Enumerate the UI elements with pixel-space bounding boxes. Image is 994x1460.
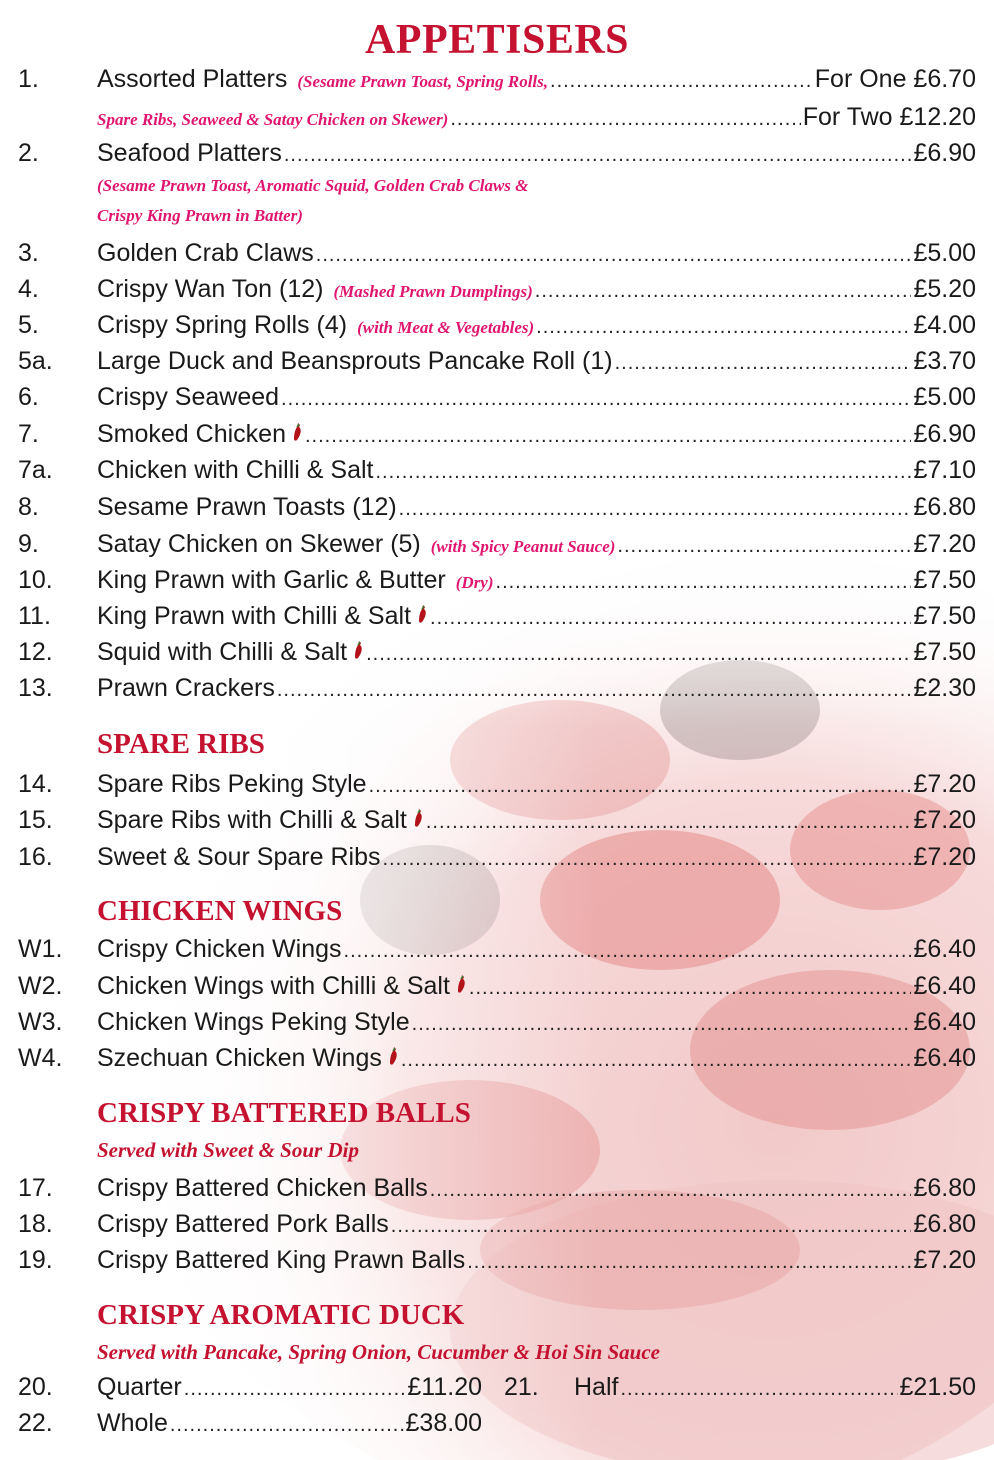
chili-icon [291, 417, 303, 437]
dot-leader [344, 934, 912, 968]
page-title: APPETISERS [364, 17, 630, 63]
item-price: £6.40 [913, 935, 976, 963]
chili-icon [352, 635, 364, 655]
section-heading: CRISPY BATTERED BALLS [97, 1097, 471, 1129]
item-price: £7.20 [913, 770, 976, 798]
menu-item-row [18, 1207, 976, 1241]
item-name: Crispy Battered King Prawn Balls [97, 1246, 466, 1274]
item-price: £2.30 [913, 674, 976, 702]
section-heading: CRISPY AROMATIC DUCK [97, 1299, 465, 1331]
item-price: £4.00 [913, 311, 976, 339]
menu-item-row [18, 840, 976, 874]
item-note: (Mashed Prawn Dumplings) [333, 282, 533, 301]
item-price: £7.20 [913, 806, 976, 834]
item-name: Chicken Wings with Chilli & Salt [97, 972, 450, 1000]
item-name: Assorted Platters [97, 65, 288, 93]
item-name: Sweet & Sour Spare Ribs [97, 843, 381, 871]
menu-item-row [18, 100, 976, 134]
item-price: £7.50 [913, 566, 976, 594]
menu-item-row [18, 490, 976, 524]
chili-icon [455, 969, 467, 989]
item-price: £7.50 [913, 638, 976, 666]
item-name: Crispy Battered Chicken Balls [97, 1174, 428, 1202]
item-price: For Two £12.20 [802, 103, 976, 131]
item-price: £6.40 [913, 1044, 976, 1072]
item-number: 7. [18, 420, 39, 448]
item-name: Chicken with Chilli & Salt [97, 456, 374, 484]
item-name: Szechuan Chicken Wings [97, 1044, 382, 1072]
item-name: Sesame Prawn Toasts (12) [97, 493, 397, 521]
dot-leader [426, 805, 912, 839]
menu-item-row [18, 1370, 482, 1404]
item-name: Large Duck and Beansprouts Pancake Roll (1) [97, 347, 613, 375]
item-price: £6.40 [913, 1008, 976, 1036]
item-name: Golden Crab Claws [97, 239, 314, 267]
menu-item-row [18, 1406, 482, 1440]
menu-item-row [18, 969, 976, 1003]
item-number: W1. [18, 935, 63, 963]
section-subtitle: Served with Sweet & Sour Dip [97, 1138, 359, 1162]
item-number: 12. [18, 638, 53, 666]
item-name: Crispy Wan Ton (12) [97, 275, 324, 303]
dot-leader [412, 1007, 912, 1041]
item-note: (Sesame Prawn Toast, Aromatic Squid, Golden Crab Claws & [97, 176, 529, 195]
item-number: 8. [18, 493, 39, 521]
item-number: 5a. [18, 347, 53, 375]
item-price: £7.20 [913, 1246, 976, 1274]
chili-icon [416, 599, 428, 619]
item-name: Smoked Chicken [97, 420, 286, 448]
dot-leader [170, 1408, 404, 1442]
dot-leader [467, 1245, 911, 1279]
dot-leader [496, 565, 912, 599]
item-number: 1. [18, 65, 39, 93]
section-heading: CHICKEN WINGS [97, 895, 343, 927]
menu-item-row [18, 1171, 976, 1205]
item-note: (Dry) [455, 573, 494, 592]
menu-item-row [18, 767, 976, 801]
item-price: £7.10 [913, 456, 976, 484]
item-number: 14. [18, 770, 53, 798]
item-number: 11. [18, 602, 51, 630]
item-price: £6.80 [913, 1210, 976, 1238]
item-number: 6. [18, 383, 39, 411]
menu-item-row [18, 136, 976, 170]
item-number: 18. [18, 1210, 53, 1238]
menu-item-row [18, 635, 976, 669]
item-price: £7.50 [913, 602, 976, 630]
dot-leader [316, 238, 912, 272]
dot-leader [184, 1372, 406, 1406]
item-number: 15. [18, 806, 53, 834]
menu-item-row [18, 527, 976, 561]
item-price: £7.20 [913, 530, 976, 558]
item-number: 10. [18, 566, 53, 594]
item-price: For One £6.70 [814, 65, 976, 93]
item-price: £5.00 [913, 383, 976, 411]
item-number: W2. [18, 972, 63, 1000]
item-name: Crispy Battered Pork Balls [97, 1210, 389, 1238]
menu-item-row [18, 62, 976, 96]
item-price: £6.90 [913, 420, 976, 448]
item-name: Half [574, 1373, 619, 1401]
item-number: 2. [18, 139, 39, 167]
item-price: £5.00 [913, 239, 976, 267]
menu-item-row [18, 236, 976, 270]
item-price: £6.90 [913, 139, 976, 167]
menu-item-row [18, 932, 976, 966]
item-note: (with Spicy Peanut Sauce) [430, 537, 616, 556]
item-name: Crispy Chicken Wings [97, 935, 342, 963]
item-name: Prawn Crackers [97, 674, 275, 702]
menu-item-row [18, 1005, 976, 1039]
dot-leader [382, 842, 911, 876]
dot-leader [305, 419, 911, 453]
item-number: 7a. [18, 456, 53, 484]
item-name: King Prawn with Chilli & Salt [97, 602, 412, 630]
dot-leader [401, 1043, 912, 1077]
chili-icon [412, 803, 424, 823]
item-price: £38.00 [405, 1409, 482, 1437]
item-name: Quarter [97, 1373, 182, 1401]
item-note: Spare Ribs, Seaweed & Satay Chicken on Skewer) [97, 110, 449, 129]
item-name: Crispy Seaweed [97, 383, 280, 411]
section-heading: SPARE RIBS [97, 728, 265, 760]
dot-leader [281, 382, 911, 416]
item-number: W4. [18, 1044, 63, 1072]
item-number: 13. [18, 674, 53, 702]
item-price: £6.40 [913, 972, 976, 1000]
menu-item-row [18, 344, 976, 378]
menu-item-row [18, 563, 976, 597]
item-price: £21.50 [899, 1373, 976, 1401]
item-name: King Prawn with Garlic & Butter [97, 566, 446, 594]
dot-leader [620, 1372, 897, 1406]
item-price: £6.80 [913, 1174, 976, 1202]
dot-leader [615, 346, 912, 380]
menu-item-row [18, 417, 976, 451]
item-price: £3.70 [913, 347, 976, 375]
item-name: Satay Chicken on Skewer (5) [97, 530, 421, 558]
dot-leader [284, 138, 912, 172]
dot-leader [376, 455, 912, 489]
menu-item-row [18, 599, 976, 633]
dot-leader [391, 1209, 912, 1243]
item-number: 5. [18, 311, 39, 339]
item-number: 17. [18, 1174, 53, 1202]
item-name: Whole [97, 1409, 168, 1437]
dot-leader [366, 637, 911, 671]
item-name: Spare Ribs Peking Style [97, 770, 367, 798]
menu-item-row [18, 671, 976, 705]
item-note: Crispy King Prawn in Batter) [97, 206, 303, 225]
item-number: 4. [18, 275, 39, 303]
item-name: Squid with Chilli & Salt [97, 638, 348, 666]
item-name: Chicken Wings Peking Style [97, 1008, 410, 1036]
dot-leader [277, 673, 912, 707]
menu-item-row [18, 453, 976, 487]
section-subtitle: Served with Pancake, Spring Onion, Cucumber & Hoi Sin Sauce [97, 1340, 661, 1364]
item-name: Crispy Spring Rolls (4) [97, 311, 348, 339]
menu-item-row [504, 1370, 976, 1404]
dot-leader [536, 310, 911, 344]
dot-leader [430, 1173, 912, 1207]
item-name: Spare Ribs with Chilli & Salt [97, 806, 407, 834]
menu-item-row [18, 803, 976, 837]
item-note: (Sesame Prawn Toast, Spring Rolls, [297, 72, 549, 91]
item-note: (with Meat & Vegetables) [357, 318, 535, 337]
item-number: 21. [504, 1373, 539, 1401]
dot-leader [430, 601, 911, 635]
item-number: W3. [18, 1008, 63, 1036]
item-price: £5.20 [913, 275, 976, 303]
dot-leader [535, 274, 912, 308]
item-price: £6.80 [913, 493, 976, 521]
dot-leader [469, 971, 912, 1005]
dot-leader [550, 64, 813, 98]
item-number: 3. [18, 239, 39, 267]
menu-item-row [18, 308, 976, 342]
item-price: £7.20 [913, 843, 976, 871]
menu-item-row [18, 1243, 976, 1277]
dot-leader [399, 492, 912, 526]
dot-leader [450, 102, 800, 136]
item-number: 9. [18, 530, 39, 558]
menu-item-row [18, 1041, 976, 1075]
item-number: 16. [18, 843, 53, 871]
menu-item-row [18, 272, 976, 306]
item-number: 19. [18, 1246, 53, 1274]
chili-icon [387, 1041, 399, 1061]
menu-item-row [18, 380, 976, 414]
item-name: Seafood Platters [97, 139, 282, 167]
dot-leader [369, 769, 912, 803]
item-number: 20. [18, 1373, 53, 1401]
item-number: 22. [18, 1409, 53, 1437]
dot-leader [617, 529, 911, 563]
item-price: £11.20 [407, 1373, 482, 1401]
